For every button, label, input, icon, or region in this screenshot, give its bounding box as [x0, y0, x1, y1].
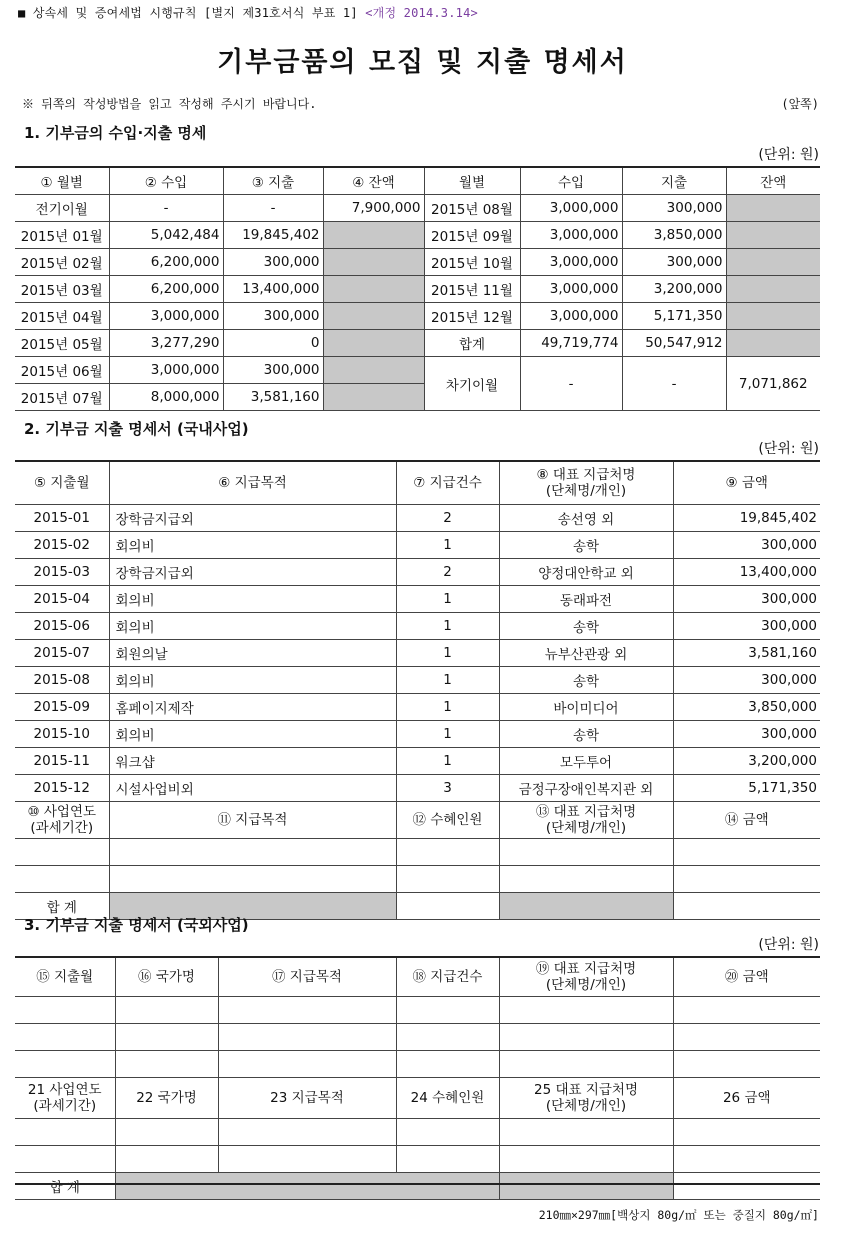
cell-month: 2015년 05월 — [15, 330, 109, 357]
form-reference — [18, 4, 478, 21]
section3-title: 3. 기부금 지출 명세서 (국외사업) — [24, 916, 249, 934]
table-row — [15, 357, 820, 384]
cell-carry-expense: - — [622, 357, 726, 411]
cell-month: 2015년 12월 — [424, 303, 520, 330]
table-row — [15, 249, 820, 276]
cell-amount: 19,845,402 — [673, 505, 820, 532]
cell-income: 6,200,000 — [109, 276, 223, 303]
cell-balance-shaded — [726, 303, 820, 330]
cell-expense: 5,171,350 — [622, 303, 726, 330]
col-balance-right: 잔액 — [726, 167, 820, 195]
cell-purpose: 시설사업비외 — [109, 775, 396, 802]
cell-month: 2015년 07월 — [15, 384, 109, 411]
table-row — [15, 505, 820, 532]
col-expense: ③ 지출 — [223, 167, 323, 195]
table-row — [15, 330, 820, 357]
table-row — [15, 775, 820, 802]
cell-expense: 300,000 — [223, 303, 323, 330]
col-month: ⑮ 지출월 — [15, 957, 115, 997]
col-amount-b: 26 금액 — [673, 1078, 820, 1119]
cell-count: 1 — [396, 613, 499, 640]
cell-total-expense: 50,547,912 — [622, 330, 726, 357]
cell-payee: 송학 — [499, 721, 673, 748]
cell-carry-label: 차기이월 — [424, 357, 520, 411]
cell-income: 6,200,000 — [109, 249, 223, 276]
cell-shaded — [499, 893, 673, 920]
col-count: ⑱ 지급건수 — [396, 957, 499, 997]
instruction-note: ※ 뒤쪽의 작성방법을 읽고 작성해 주시기 바랍니다. — [22, 97, 317, 111]
cell-expense: 0 — [223, 330, 323, 357]
col-payee — [499, 957, 673, 997]
cell-income: 3,000,000 — [109, 357, 223, 384]
cell-amount: 300,000 — [673, 586, 820, 613]
cell-total-label: 합계 — [424, 330, 520, 357]
cell-amount: 300,000 — [673, 667, 820, 694]
cell-payee: 송학 — [499, 667, 673, 694]
cell-expense: 3,581,160 — [223, 384, 323, 411]
cell-balance-shaded — [323, 357, 424, 384]
table-header-row — [15, 461, 820, 505]
col-expense-right: 지출 — [622, 167, 726, 195]
table-header-row — [15, 802, 820, 839]
table-row — [15, 613, 820, 640]
cell-count: 1 — [396, 694, 499, 721]
cell-purpose: 회의비 — [109, 532, 396, 559]
cell-count: 1 — [396, 640, 499, 667]
col-payee-sub: (단체명/개인) — [545, 483, 627, 499]
table-header-row — [15, 1078, 820, 1119]
cell-expense: 3,200,000 — [622, 276, 726, 303]
cell-balance-shaded — [726, 222, 820, 249]
cell-total-income: 49,719,774 — [520, 330, 622, 357]
cell-month: 2015년 10월 — [424, 249, 520, 276]
empty-row — [15, 1146, 820, 1173]
cell-purpose: 회의비 — [109, 667, 396, 694]
cell-month: 2015년 02월 — [15, 249, 109, 276]
cell-month: 2015-10 — [15, 721, 109, 748]
cell-payee: 양정대안학교 외 — [499, 559, 673, 586]
total-label: 합 계 — [15, 893, 109, 920]
table-row — [15, 721, 820, 748]
section2-unit: (단위: 원) — [758, 441, 819, 457]
cell-amount: 300,000 — [673, 613, 820, 640]
cell-payee: 송학 — [499, 613, 673, 640]
cell-count: 1 — [396, 721, 499, 748]
cell-income: - — [109, 195, 223, 222]
empty-row — [15, 839, 820, 866]
cell-amount: 300,000 — [673, 532, 820, 559]
cell-balance-shaded — [323, 276, 424, 303]
cell-expense: 3,850,000 — [622, 222, 726, 249]
cell-income: 3,000,000 — [520, 249, 622, 276]
col-purpose: ⑥ 지급목적 — [109, 461, 396, 505]
cell-expense: 300,000 — [223, 249, 323, 276]
cell-month: 2015년 04월 — [15, 303, 109, 330]
cell-expense: 13,400,000 — [223, 276, 323, 303]
cell-month: 2015년 08월 — [424, 195, 520, 222]
cell-payee: 뉴부산관광 외 — [499, 640, 673, 667]
cell-purpose: 장학금지급외 — [109, 505, 396, 532]
col-payee-label: ⑧ 대표 지급처명 — [536, 467, 636, 483]
cell-balance-shaded — [323, 384, 424, 411]
col-amount: ⑨ 금액 — [673, 461, 820, 505]
col-payee-b-label: 25 대표 지급처명 — [533, 1082, 638, 1098]
cell-amount: 3,850,000 — [673, 694, 820, 721]
cell-total-amount — [673, 1173, 820, 1200]
col-amount-b: ⑭ 금액 — [673, 802, 820, 839]
section1-unit: (단위: 원) — [758, 147, 819, 163]
overseas-expense-table — [15, 956, 820, 1200]
cell-income: 3,277,290 — [109, 330, 223, 357]
col-month: ① 월별 — [15, 167, 109, 195]
cell-month: 전기이월 — [15, 195, 109, 222]
cell-expense: 300,000 — [223, 357, 323, 384]
col-fiscal-year-sub: (과세기간) — [33, 1098, 97, 1114]
col-fiscal-year — [15, 1078, 115, 1119]
cell-expense: 19,845,402 — [223, 222, 323, 249]
cell-purpose: 회의비 — [109, 613, 396, 640]
table-row — [15, 640, 820, 667]
cell-payee: 모두투어 — [499, 748, 673, 775]
cell-count: 1 — [396, 667, 499, 694]
cell-month: 2015년 09월 — [424, 222, 520, 249]
col-fiscal-year-sub: (과세기간) — [30, 820, 94, 836]
form-reference-text: ■ 상속세 및 증여세법 시행규칙 [별지 제31호서식 부표 1] — [18, 6, 358, 20]
table-row — [15, 195, 820, 222]
cell-income: 3,000,000 — [109, 303, 223, 330]
cell-income: 8,000,000 — [109, 384, 223, 411]
cell-carry-balance: 7,071,862 — [726, 357, 820, 411]
table-header-row — [15, 957, 820, 997]
cell-balance-shaded — [323, 303, 424, 330]
col-country-b: 22 국가명 — [115, 1078, 218, 1119]
total-label: 합 계 — [15, 1173, 115, 1200]
table-row — [15, 222, 820, 249]
cell-expense: 300,000 — [622, 195, 726, 222]
cell-payee: 바이미디어 — [499, 694, 673, 721]
table-row — [15, 748, 820, 775]
cell-total-amount — [673, 893, 820, 920]
table-row — [15, 559, 820, 586]
col-month: ⑤ 지출월 — [15, 461, 109, 505]
cell-month: 2015-07 — [15, 640, 109, 667]
cell-balance-shaded — [726, 195, 820, 222]
col-count: ⑦ 지급건수 — [396, 461, 499, 505]
cell-month: 2015-04 — [15, 586, 109, 613]
domestic-rows — [15, 505, 820, 802]
cell-balance-shaded — [323, 249, 424, 276]
income-expense-table — [15, 166, 820, 411]
cell-payee: 송선영 외 — [499, 505, 673, 532]
table-row — [15, 694, 820, 721]
col-purpose-b: ⑪ 지급목적 — [109, 802, 396, 839]
cell-payee: 금정구장애인복지관 외 — [499, 775, 673, 802]
cell-amount: 3,200,000 — [673, 748, 820, 775]
total-row — [15, 1173, 820, 1200]
col-income-right: 수입 — [520, 167, 622, 195]
cell-income: 3,000,000 — [520, 195, 622, 222]
col-payee-b-sub: (단체명/개인) — [545, 1098, 627, 1114]
domestic-expense-table — [15, 460, 820, 920]
cell-income: 3,000,000 — [520, 276, 622, 303]
col-income: ② 수입 — [109, 167, 223, 195]
col-payee-label: ⑲ 대표 지급처명 — [535, 961, 637, 977]
col-amount: ⑳ 금액 — [673, 957, 820, 997]
cell-month: 2015년 11월 — [424, 276, 520, 303]
cell-balance-shaded — [726, 330, 820, 357]
cell-amount: 13,400,000 — [673, 559, 820, 586]
cell-shaded — [115, 1173, 499, 1200]
page-title: 기부금품의 모집 및 지출 명세서 — [217, 47, 628, 78]
table-row — [15, 667, 820, 694]
empty-row — [15, 997, 820, 1024]
col-payee-b — [499, 1078, 673, 1119]
cell-balance-shaded — [726, 276, 820, 303]
table-row — [15, 586, 820, 613]
cell-month: 2015년 06월 — [15, 357, 109, 384]
section2-title: 2. 기부금 지출 명세서 (국내사업) — [24, 420, 249, 438]
cell-month: 2015-12 — [15, 775, 109, 802]
cell-balance-shaded — [726, 249, 820, 276]
cell-carry-income: - — [520, 357, 622, 411]
cell-month: 2015-06 — [15, 613, 109, 640]
col-payee-b-label: ⑬ 대표 지급처명 — [535, 804, 637, 820]
cell-purpose: 워크샵 — [109, 748, 396, 775]
cell-balance-shaded — [323, 222, 424, 249]
cell-payee: 송학 — [499, 532, 673, 559]
col-beneficiaries: ⑫ 수혜인원 — [396, 802, 499, 839]
cell-count: 3 — [396, 775, 499, 802]
col-payee — [499, 461, 673, 505]
cell-payee: 동래파전 — [499, 586, 673, 613]
cell-balance: 7,900,000 — [323, 195, 424, 222]
cell-purpose: 회원의날 — [109, 640, 396, 667]
page-side-label: (앞쪽) — [781, 97, 819, 111]
table-row — [15, 276, 820, 303]
cell-income: 3,000,000 — [520, 303, 622, 330]
cell-month: 2015-02 — [15, 532, 109, 559]
cell-count: 1 — [396, 586, 499, 613]
cell-amount: 300,000 — [673, 721, 820, 748]
col-country: ⑯ 국가명 — [115, 957, 218, 997]
cell-purpose: 회의비 — [109, 721, 396, 748]
cell-amount: 5,171,350 — [673, 775, 820, 802]
col-fiscal-year — [15, 802, 109, 839]
cell-expense: - — [223, 195, 323, 222]
cell-count: 2 — [396, 505, 499, 532]
col-purpose: ⑰ 지급목적 — [218, 957, 396, 997]
empty-row — [15, 866, 820, 893]
cell-month: 2015-08 — [15, 667, 109, 694]
table-header-row — [15, 167, 820, 195]
cell-month: 2015-09 — [15, 694, 109, 721]
cell-month: 2015년 01월 — [15, 222, 109, 249]
cell-amount: 3,581,160 — [673, 640, 820, 667]
table-row — [15, 303, 820, 330]
col-payee-sub: (단체명/개인) — [545, 977, 627, 993]
col-payee-b — [499, 802, 673, 839]
revision-date: <개정 2014.3.14> — [365, 6, 478, 20]
table-row — [15, 532, 820, 559]
cell-purpose: 장학금지급외 — [109, 559, 396, 586]
cell-count: 1 — [396, 748, 499, 775]
cell-count: 1 — [396, 532, 499, 559]
col-beneficiaries: 24 수혜인원 — [396, 1078, 499, 1119]
cell-income: 5,042,484 — [109, 222, 223, 249]
col-month-right: 월별 — [424, 167, 520, 195]
section1-title: 1. 기부금의 수입·지출 명세 — [24, 124, 207, 142]
col-fiscal-year-label: 21 사업연도 — [27, 1082, 102, 1098]
cell-balance-shaded — [323, 330, 424, 357]
cell-total-beneficiaries — [396, 893, 499, 920]
bottom-rule — [15, 1183, 820, 1185]
cell-purpose: 홈페이지제작 — [109, 694, 396, 721]
empty-row — [15, 1051, 820, 1078]
col-balance: ④ 잔액 — [323, 167, 424, 195]
col-payee-b-sub: (단체명/개인) — [545, 820, 627, 836]
cell-income: 3,000,000 — [520, 222, 622, 249]
cell-purpose: 회의비 — [109, 586, 396, 613]
col-fiscal-year-label: ⑩ 사업연도 — [27, 804, 97, 820]
col-purpose-b: 23 지급목적 — [218, 1078, 396, 1119]
paper-spec: 210㎜×297㎜[백상지 80g/㎡ 또는 중질지 80g/㎡] — [538, 1208, 819, 1222]
cell-shaded — [499, 1173, 673, 1200]
section3-unit: (단위: 원) — [758, 937, 819, 953]
cell-count: 2 — [396, 559, 499, 586]
empty-row — [15, 1119, 820, 1146]
empty-row — [15, 1024, 820, 1051]
cell-month: 2015-03 — [15, 559, 109, 586]
cell-month: 2015년 03월 — [15, 276, 109, 303]
cell-expense: 300,000 — [622, 249, 726, 276]
cell-month: 2015-11 — [15, 748, 109, 775]
cell-month: 2015-01 — [15, 505, 109, 532]
